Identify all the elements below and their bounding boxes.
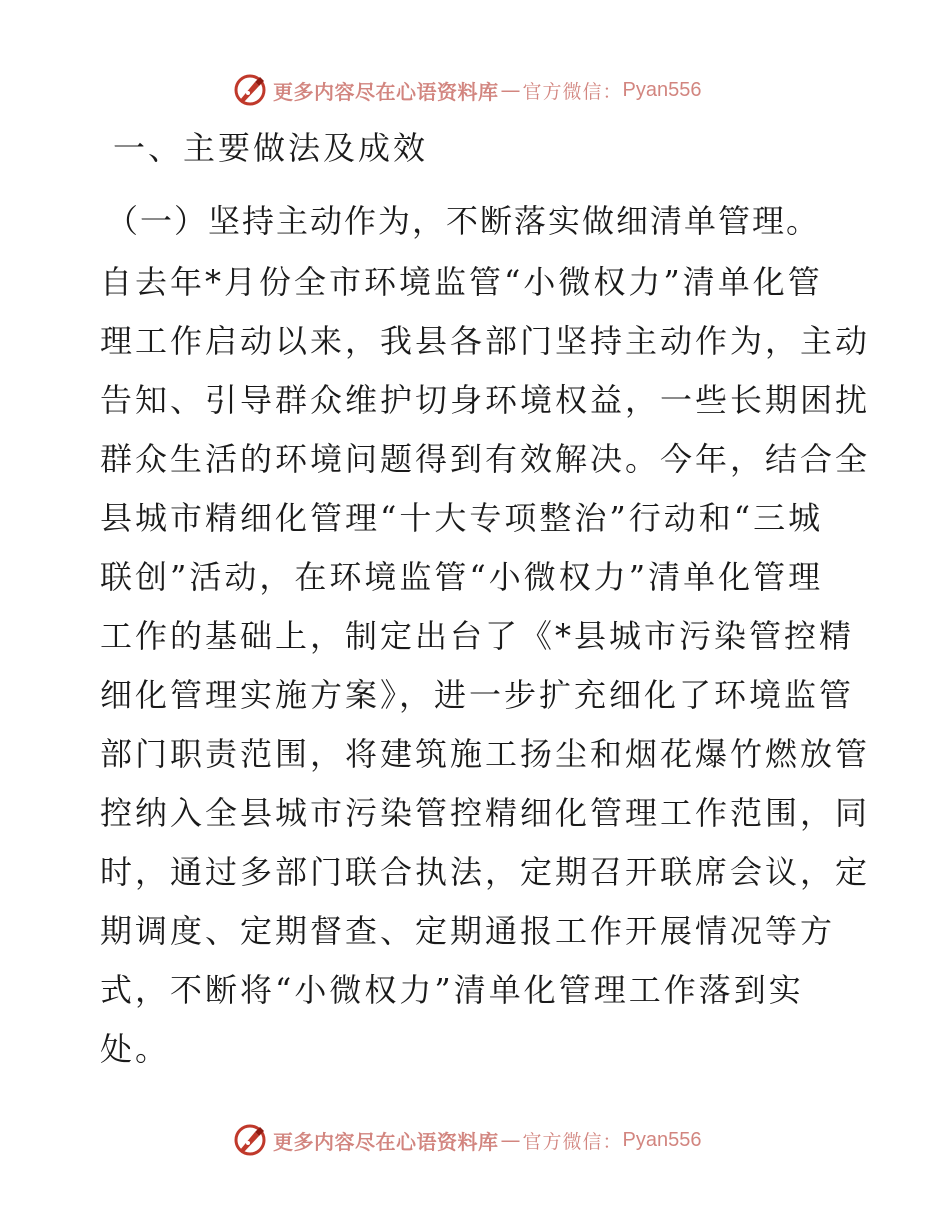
paragraph-line: 部门职责范围，将建筑施工扬尘和烟花爆竹燃放管 [100,735,871,773]
header-watermark-banner [233,72,701,108]
footer-watermark-banner [233,1122,701,1158]
watermark-dash: — [500,78,521,102]
section-heading: 一、主要做法及成效 [113,129,429,167]
watermark-wechat-id: Pyan556 [622,1128,702,1151]
paragraph-line: 联创”活动，在环境监管“小微权力”清单化管理 [100,558,824,596]
pen-nib-logo-icon [233,1123,267,1157]
body-paragraph [100,253,871,1079]
watermark-text: 更多内容尽在心语资料库 [273,79,499,104]
watermark-text: 更多内容尽在心语资料库 [273,1129,499,1154]
paragraph-line: 处。 [100,1030,171,1068]
paragraph-line: 群众生活的环境问题得到有效解决。今年，结合全 [100,440,871,478]
watermark-wechat-id: Pyan556 [622,78,702,101]
paragraph-line: 理工作启动以来，我县各部门坚持主动作为，主动 [100,322,871,360]
paragraph-line: 式，不断将“小微权力”清单化管理工作落到实 [100,971,804,1009]
paragraph-line: 县城市精细化管理“十大专项整治”行动和“三城 [100,499,824,537]
pen-nib-logo-icon [233,73,267,107]
paragraph-line: 控纳入全县城市污染管控精细化管理工作范围，同 [100,794,871,832]
watermark-official-label: 官方微信： [522,80,623,103]
paragraph-line: 期调度、定期督查、定期通报工作开展情况等方 [100,912,836,950]
paragraph-line: 时，通过多部门联合执法，定期召开联席会议，定 [100,853,871,891]
paragraph-line: 自去年*月份全市环境监管“小微权力”清单化管 [100,263,823,301]
watermark-official-label: 官方微信： [522,1130,623,1153]
paragraph-line: 告知、引导群众维护切身环境权益，一些长期困扰 [100,381,871,419]
subsection-heading: （一）坚持主动作为，不断落实做细清单管理。 [106,202,821,240]
paragraph-line: 细化管理实施方案》，进一步扩充细化了环境监管 [100,676,855,714]
paragraph-line: 工作的基础上，制定出台了《*县城市污染管控精 [100,617,855,655]
watermark-dash: — [500,1128,521,1152]
